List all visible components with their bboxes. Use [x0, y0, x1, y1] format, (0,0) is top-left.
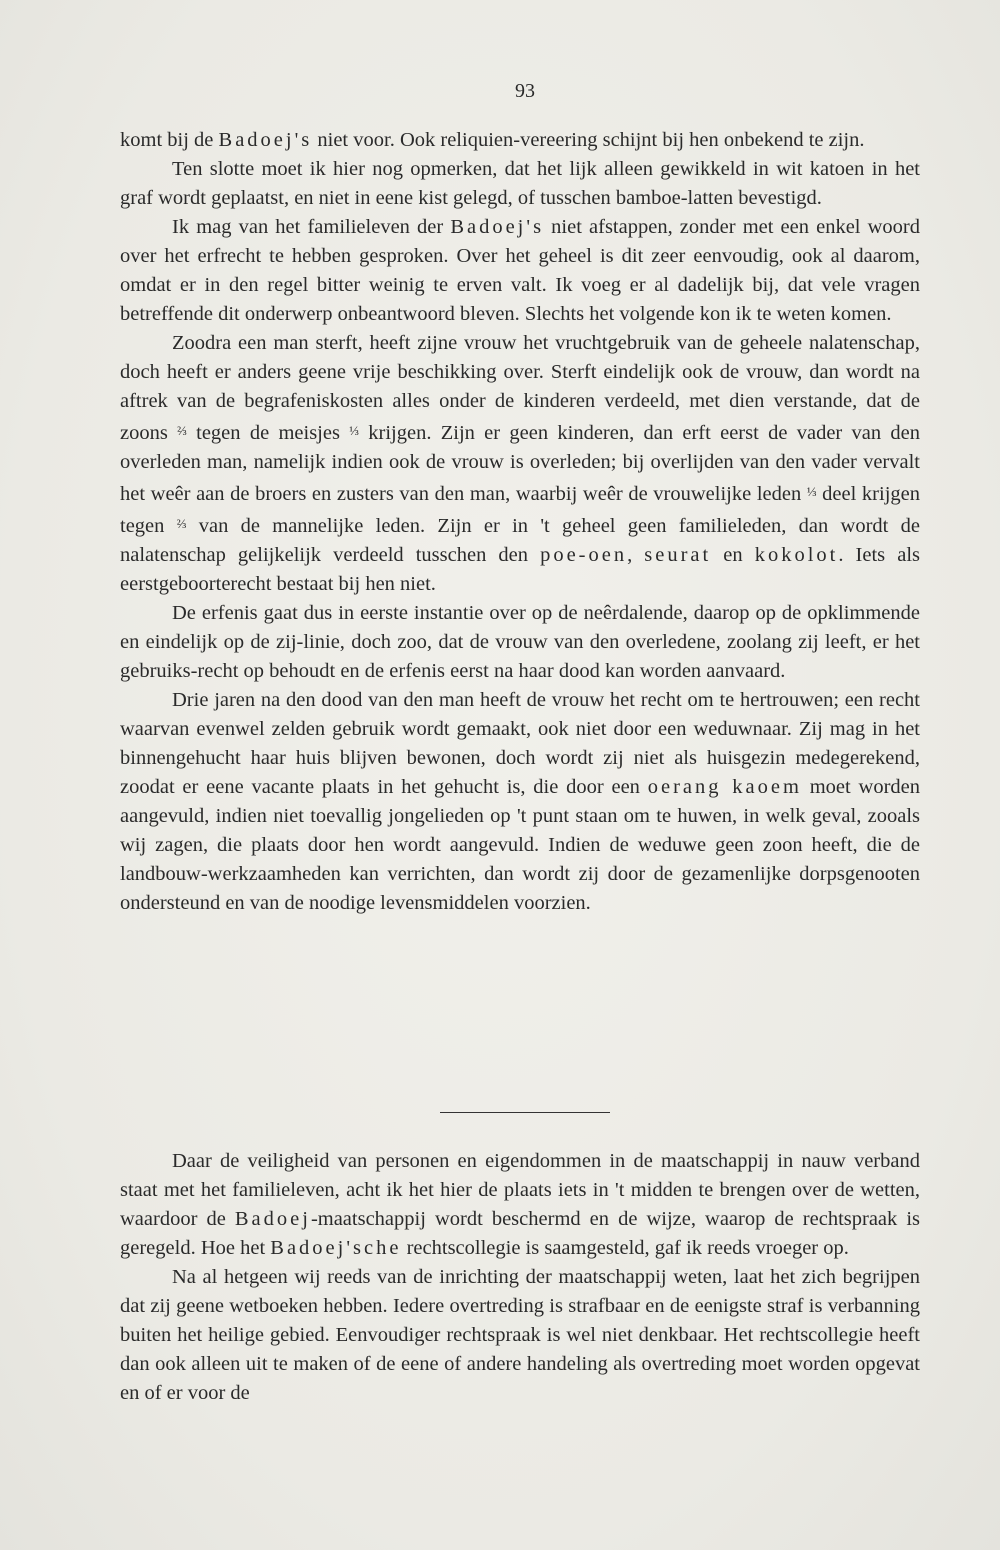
paragraph: De erfenis gaat dus in eerste instantie over op de neêrdalende, daarop op de opklimmende en eindelijk op de zij-linie, doch zoo, dat de vrouw van den overledene, zoolang zij leeft, er het gebruiks-recht op behoudt en de erfenis eerst na haar dood kan worden aanvaard.	[120, 602, 920, 682]
section-divider	[440, 1112, 610, 1113]
paragraph: Na al hetgeen wij reeds van de inrichting der maatschappij weten, laat het zich begrijpen dat zij geene wetboeken hebben. Iedere overtreding is strafbaar en de eenigste straf is verbanning buiten het heilige gebied. Eenvoudiger rechtspraak is wel niet denkbaar. Het rechtscollegie heeft dan ook alleen uit te maken of de eene of andere handeling als overtreding moet worden opgevat en of er voor de	[120, 1266, 920, 1404]
text-section-law	[120, 1147, 920, 1408]
page-number: 93	[515, 80, 535, 102]
fraction: ⅓	[349, 423, 359, 438]
paragraph: Zoodra een man sterft, heeft zijne vrouw het vruchtgebruik van de geheele nalatenschap, doch heeft er anders geene vrije beschikking over. Sterft eindelijk ook de vrouw, dan wordt na aftrek van de begrafeniskosten alles onder de kinderen verdeeld, met dien verstande, dat de zoons ⅔ tegen de meisjes ⅓ krijgen. Zijn er geen kinderen, dan erft eerst de vader van den overleden man, namelijk indien ook de vrouw is overleden; bij overlijden van den vader vervalt het weêr aan de broers en zusters van den man, waarbij weêr de vrouwelijke leden ⅓ deel krijgen tegen ⅔ van de mannelijke leden. Zijn er in 't geheel geen familieleden, dan wordt de nalatenschap gelijkelijk verdeeld tusschen den poe-oen, seurat en kokolot. Iets als eerstgeboorterecht bestaat bij hen niet.	[120, 332, 921, 595]
fraction: ⅔	[176, 516, 187, 531]
paragraph: Ten slotte moet ik hier nog opmerken, dat het lijk alleen gewikkeld in wit katoen in het graf wordt geplaatst, en niet in eene kist gelegd, of tusschen bamboe-latten bevestigd.	[120, 158, 920, 209]
paragraph: Drie jaren na den dood van den man heeft de vrouw het recht om te hertrouwen; een recht waarvan evenwel zelden gebruik wordt gemaakt, ook niet door een weduwnaar. Zij mag in het binnengehucht haar huis blijven bewonen, doch wordt zij niet als huisgezin medegerekend, zoodat er eene vacante plaats in het gehucht is, die door een oerang kaoem moet worden aangevuld, indien niet toevallig jongelieden op 't punt staan om te huwen, in welk geval, zooals wij zagen, die plaats door hen wordt aangevuld. Indien de weduwe geen zoon heeft, die de landbouw-werkzaamheden kan verrichten, dan wordt zij door de gezamenlijke dorpsgenooten ondersteund en van de noodige levensmiddelen voorzien.	[120, 689, 920, 914]
paragraph: Ik mag van het familieleven der Badoej's niet afstappen, zonder met een enkel woord over het erfrecht te hebben gesproken. Over het geheel is dit zeer eenvoudig, ook al daarom, omdat er in den regel bitter weinig te erven valt. Ik voeg er al dadelijk bij, dat vele vragen betreffende dit onderwerp onbeantwoord bleven. Slechts het volgende kon ik te weten komen.	[120, 216, 920, 325]
paragraph: komt bij de Badoej's niet voor. Ook reliquien-vereering schijnt bij hen onbekend te zijn.	[120, 129, 865, 151]
text-section-inheritance	[120, 126, 920, 918]
fraction: ⅓	[806, 484, 817, 499]
fraction: ⅔	[177, 423, 187, 438]
paragraph: Daar de veiligheid van personen en eigendommen in de maatschappij in nauw verband staat met het familieleven, acht ik het hier de plaats iets in 't midden te brengen over de wetten, waardoor de Badoej-maatschappij wordt beschermd en de wijze, waarop de rechtspraak is geregeld. Hoe het Badoej'sche rechtscollegie is saamgesteld, gaf ik reeds vroeger op.	[120, 1150, 920, 1259]
